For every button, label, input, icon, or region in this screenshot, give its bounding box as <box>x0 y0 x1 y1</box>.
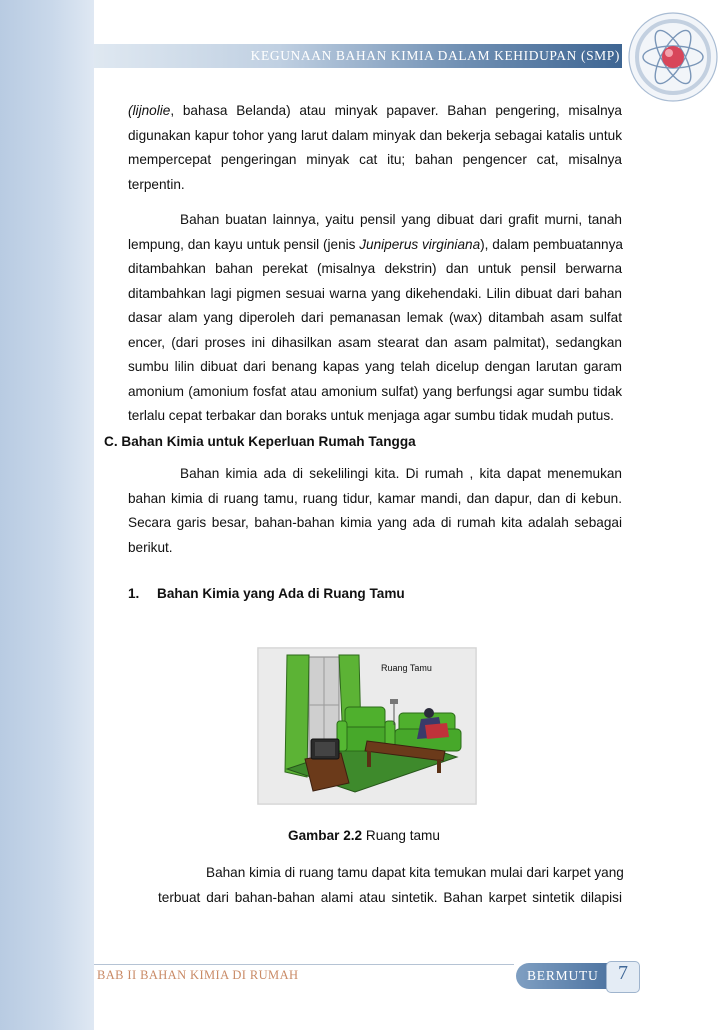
header-title: KEGUNAAN BAHAN KIMIA DALAM KEHIDUPAN (SMP) <box>250 48 620 63</box>
paragraph-pencil-candle: Bahan buatan lainnya, yaitu pensil yang dibuat dari grafit murni, tanah lempung, dan kayu untuk pensil (jenis Juniperus virginiana), dalam pembuatannya ditambahkan bahan perekat (misalnya dekstrin) dan untuk pensil berwarna ditambahkan lagi pigmen sesuai warna yang dikehendaki. Lilin dibuat dari bahan dasar alam yang diperoleh dari pemanasan lemak (wax) ditambah asam sulfat encer, (dari proses ini dihasilkan asam stearat dan asam palmitat), sedangkan sumbu lilin dibuat dari benang kapas yang telah dicelup dengan larutan garam amonium (amonium fosfat atau amonium sulfat) yang berfungsi agar sumbu tidak terlalu cepat terbakar dan boraks untuk menjaga agar sumbu tidak mudah putus. <box>128 212 623 423</box>
italic-term: (lijnolie <box>128 103 171 118</box>
figure-caption: Gambar 2.2 Ruang tamu <box>288 828 440 843</box>
figure-label: Ruang Tamu <box>381 663 432 673</box>
section-c-heading: C. Bahan Kimia untuk Keperluan Rumah Tangga <box>104 434 416 449</box>
paragraph-living-room: Bahan kimia di ruang tamu dapat kita temukan mulai dari karpet yang terbuat dari bahan-bahan alami atau sintetik. Bahan karpet sintetik dilapisi <box>158 865 624 905</box>
page-number: 7 <box>618 962 628 984</box>
footer-badge-label: BERMUTU <box>527 968 599 983</box>
footer-divider <box>94 964 514 965</box>
subsection-1-heading: 1. Bahan Kimia yang Ada di Ruang Tamu <box>128 586 405 601</box>
footer-chapter-title: BAB II BAHAN KIMIA DI RUMAH <box>97 968 299 982</box>
paragraph-drying-oils: (lijnolie, bahasa Belanda) atau minyak papaver. Bahan pengering, misalnya digunakan kapur tohor yang larut dalam minyak dan bekerja sebagai katalis untuk mempercepat pengeringan minyak cat itu; bahan pengencer cat, misalnya terpentin. <box>128 103 622 192</box>
living-room-illustration <box>257 647 477 805</box>
ministry-emblem-icon <box>626 10 720 104</box>
italic-term: Juniperus virginiana <box>359 236 481 252</box>
left-decorative-band <box>0 0 94 1030</box>
paragraph-household-chemicals: Bahan kimia ada di sekelilingi kita. Di rumah , kita dapat menemukan bahan kimia di ruang tamu, ruang tidur, kamar mandi, dan dapur, dan di kebun. Secara garis besar, bahan-bahan kimia yang ada di rumah kita adalah sebagai berikut. <box>128 466 622 555</box>
